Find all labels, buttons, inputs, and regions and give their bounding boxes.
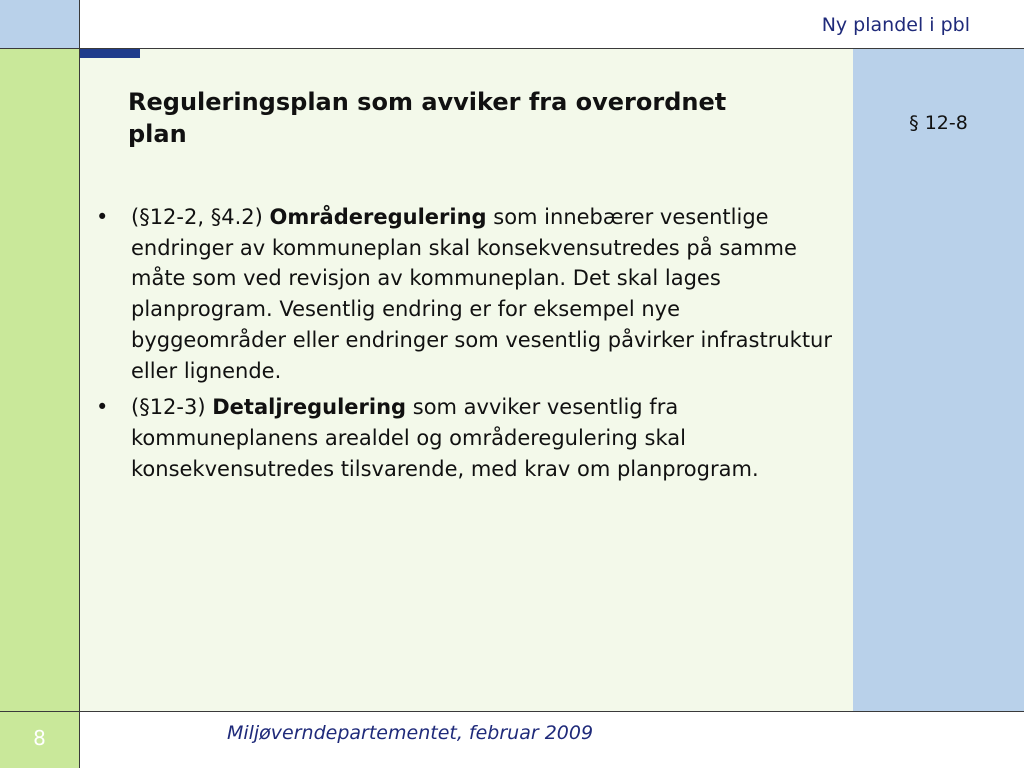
corner-block xyxy=(0,0,80,48)
footer-text: Miljøverndepartementet, februar 2009 xyxy=(226,722,594,744)
slide-number: 8 xyxy=(33,726,46,750)
left-stripe xyxy=(0,49,80,711)
bullet-keyword: Områderegulering xyxy=(269,205,487,229)
footer-divider xyxy=(0,711,1024,712)
bullet-text: som avviker vesentlig fra kommuneplanens arealdel og områderegulering skal konsekvensutredes tilsvarende, med krav om planprogram. xyxy=(131,395,759,481)
side-panel xyxy=(853,49,1024,711)
slide-title: Reguleringsplan som avviker fra overordnet plan xyxy=(128,88,727,148)
section-reference: § 12-8 xyxy=(909,112,968,134)
left-divider xyxy=(79,0,80,768)
bullet-item xyxy=(96,202,836,386)
accent-bar xyxy=(80,49,140,58)
header-divider xyxy=(0,48,1024,49)
bullet-text: som innebærer vesentlige endringer av kommuneplan skal konsekvensutredes på samme måte som ved revisjon av kommuneplan. Det skal lages planprogram. Vesentlig endring er for eksempel nye byggeområder eller endringer som vesentlig påvirker infrastruktur eller lignende. xyxy=(131,205,832,383)
bullet-list xyxy=(96,202,836,490)
bullet-icon: • xyxy=(96,395,109,420)
header-title: Ny plandel i pbl xyxy=(821,14,970,36)
bullet-item xyxy=(96,392,836,484)
bullet-prefix: (§12-3) xyxy=(131,395,213,420)
bullet-icon: • xyxy=(96,205,109,229)
bullet-prefix: (§12-2, §4.2) xyxy=(131,205,270,229)
bullet-keyword: Detaljregulering xyxy=(212,395,407,420)
